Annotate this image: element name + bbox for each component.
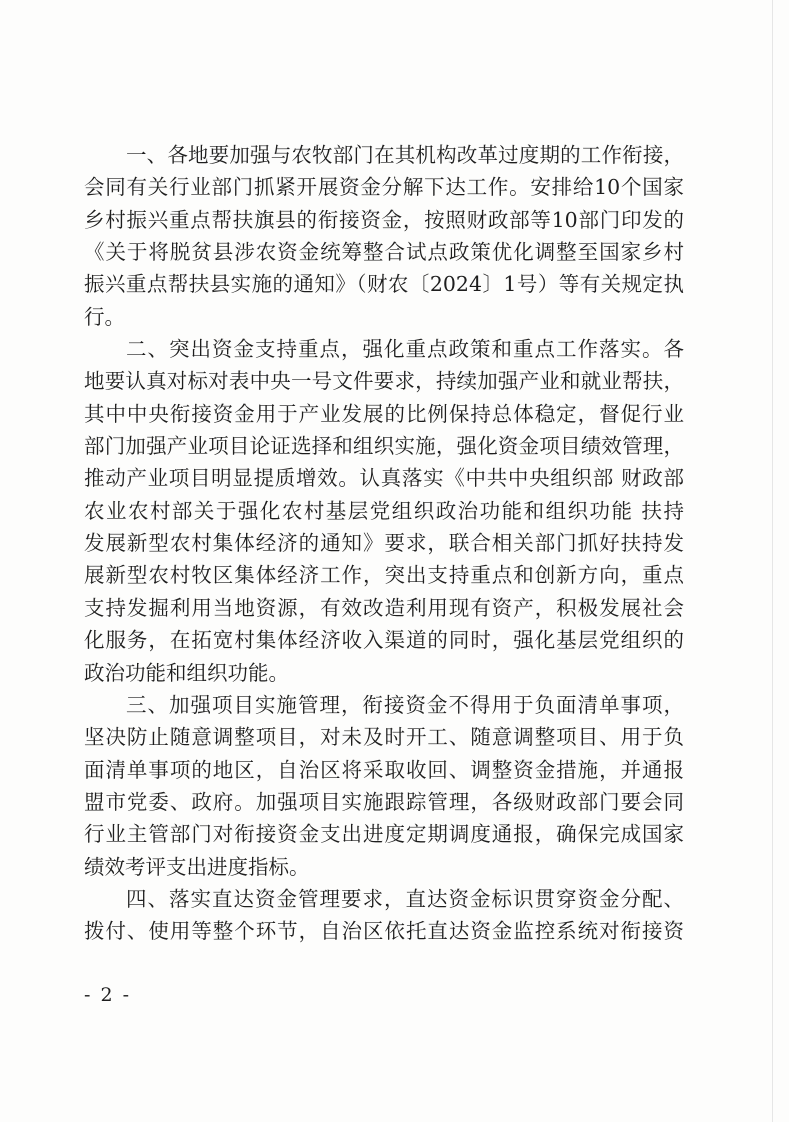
text-line: 乡村振兴重点帮扶旗县的衔接资金，按照财政部等10部门印发的 [84, 207, 684, 232]
text-line: 三、加强项目实施管理，衔接资金不得用于负面清单事项， [126, 692, 684, 717]
text-line: 盟市党委、政府。加强项目实施跟踪管理，各级财政部门要会同 [84, 789, 684, 814]
paragraph-4 [84, 883, 684, 948]
text-line: 振兴重点帮扶县实施的通知》（财农〔2024〕1号）等有关规定执 [84, 272, 684, 297]
text-line: 行业主管部门对衔接资金支出进度定期调度通报，确保完成国家 [84, 822, 684, 847]
text-line: 四、落实直达资金管理要求，直达资金标识贯穿资金分配、 [126, 886, 684, 911]
text-line: 绩效考评支出进度指标。 [84, 854, 310, 879]
paragraph-1 [84, 139, 684, 333]
text-line: 行。 [84, 304, 125, 329]
text-line: 部门加强产业项目论证选择和组织实施，强化资金项目绩效管理， [84, 434, 684, 459]
text-line: 坚决防止随意调整项目，对未及时开工、随意调整项目、用于负 [84, 725, 684, 750]
text-line: 会同有关行业部门抓紧开展资金分解下达工作。安排给10个国家 [84, 175, 684, 200]
text-line: 发展新型农村集体经济的通知》要求，联合相关部门抓好扶持发 [84, 531, 684, 556]
body-text [84, 139, 684, 948]
text-line: 一、各地要加强与农牧部门在其机构改革过度期的工作衔接， [126, 143, 684, 167]
page-number: - 2 - [84, 984, 132, 1006]
text-line: 农业农村部关于强化农村基层党组织政治功能和组织功能 扶持 [84, 498, 684, 523]
text-line: 支持发掘利用当地资源，有效改造利用现有资产，积极发展社会 [84, 595, 684, 620]
paragraph-3 [84, 689, 684, 883]
text-line: 二、突出资金支持重点，强化重点政策和重点工作落实。各 [126, 337, 684, 362]
text-line: 拨付、使用等整个环节，自治区依托直达资金监控系统对衔接资 [84, 919, 684, 944]
text-line: 展新型农村牧区集体经济工作，突出支持重点和创新方向，重点 [84, 563, 684, 588]
text-line: 政治功能和组织功能。 [84, 660, 289, 685]
text-line: 地要认真对标对表中央一号文件要求，持续加强产业和就业帮扶， [84, 369, 684, 394]
text-line: 化服务，在拓宽村集体经济收入渠道的同时，强化基层党组织的 [84, 628, 684, 653]
text-line: 其中中央衔接资金用于产业发展的比例保持总体稳定，督促行业 [84, 401, 684, 426]
text-line: 《关于将脱贫县涉农资金统筹整合试点政策优化调整至国家乡村 [84, 240, 684, 265]
text-line: 面清单事项的地区，自治区将采取收回、调整资金措施，并通报 [84, 757, 684, 782]
paragraph-2 [84, 333, 684, 689]
text-line: 推动产业项目明显提质增效。认真落实《中共中央组织部 财政部 [84, 466, 684, 491]
scan-edge-line [772, 0, 773, 1122]
